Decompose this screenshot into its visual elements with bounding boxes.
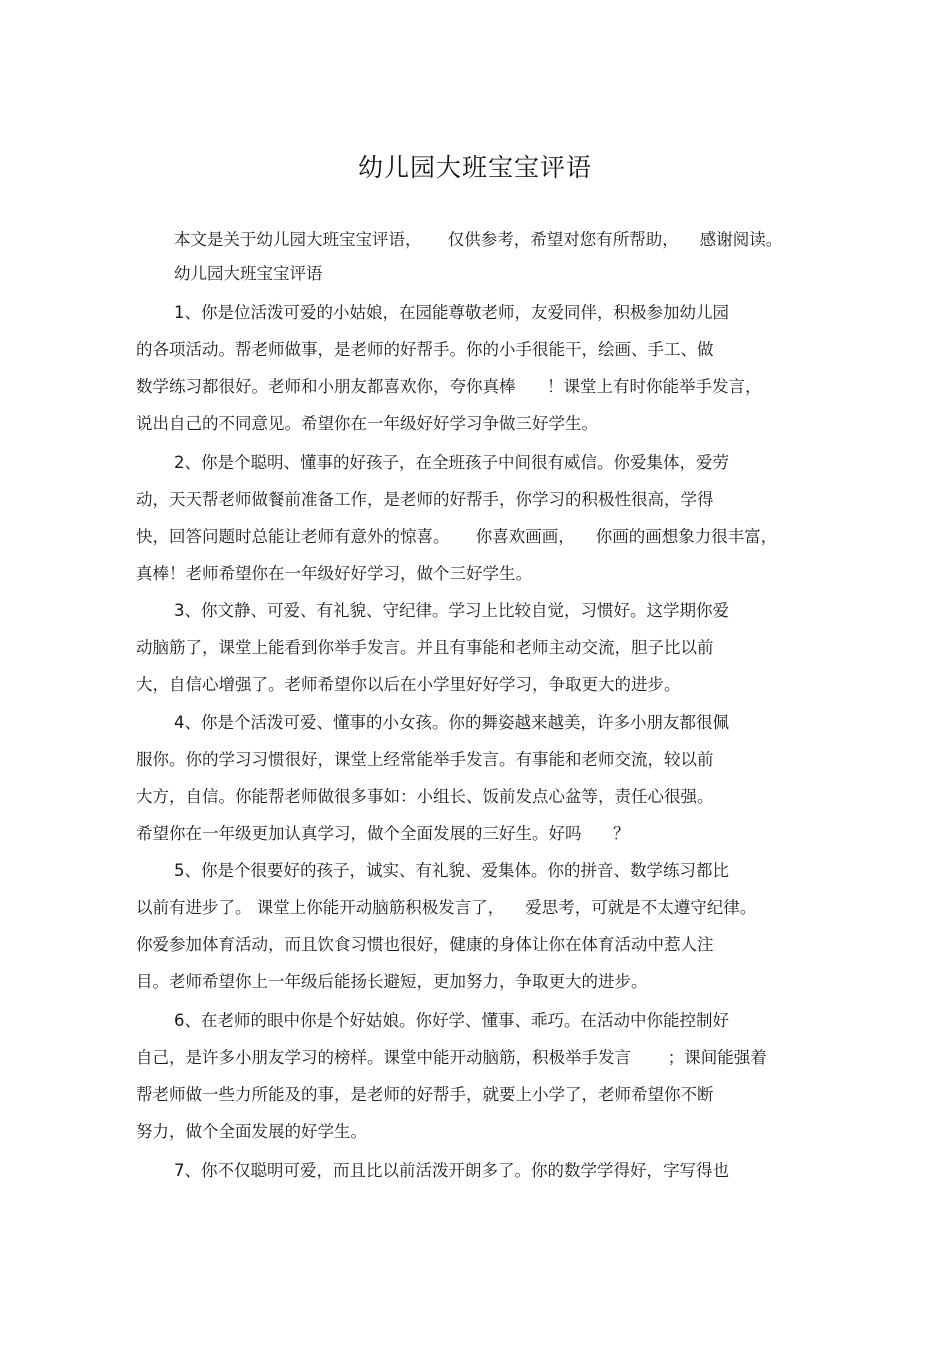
intro-line: 本文是关于幼儿园大班宝宝评语， 仅供参考，希望对您有所帮助， 感谢阅读。 <box>174 230 783 249</box>
paragraph-line: 5、你是个很要好的孩子，诚实、有礼貌、爱集体。你的拼音、数学练习都比 <box>174 861 729 880</box>
paragraph-line: 你爱参加体育活动，而且饮食习惯也很好，健康的身体让你在体育活动中惹人注 <box>136 935 714 954</box>
paragraph-line: 说出自己的不同意见。希望你在一年级好好学习争做三好学生。 <box>136 414 598 433</box>
paragraph-line: 大方，自信。你能帮老师做很多事如：小组长、饭前发点心盆等，责任心很强。 <box>136 787 714 806</box>
paragraph-line: 3、你文静、可爱、有礼貌、守纪律。学习上比较自觉，习惯好。这学期你爱 <box>174 601 729 620</box>
paragraph-line: 的各项活动。帮老师做事，是老师的好帮手。你的小手很能干，绘画、手工、做 <box>136 340 714 359</box>
paragraph-line: 7、你不仅聪明可爱，而且比以前活泼开朗多了。你的数学学得好，字写得也 <box>174 1161 729 1180</box>
paragraph-line: 希望你在一年级更加认真学习，做个全面发展的三好生。好吗 ？ <box>136 824 630 843</box>
paragraph-line: 4、你是个活泼可爱、懂事的小女孩。你的舞姿越来越美，许多小朋友都很佩 <box>174 713 729 732</box>
paragraph-line: 大，自信心增强了。老师希望你以后在小学里好好学习，争取更大的进步。 <box>136 675 681 694</box>
document-title: 幼儿园大班宝宝评语 <box>357 153 592 182</box>
paragraph-line: 6、在老师的眼中你是个好姑娘。你好学、懂事、乖巧。在活动中你能控制好 <box>174 1011 729 1030</box>
paragraph-line: 数学练习都很好。老师和小朋友都喜欢你，夸你真棒 ！课堂上有时你能举手发言， <box>136 377 762 396</box>
paragraph-line: 服你。你的学习习惯很好，课堂上经常能举手发言。有事能和老师交流，较以前 <box>136 750 714 769</box>
paragraph-line: 自己，是许多小朋友学习的榜样。课堂中能开动脑筋，积极举手发言 ；课间能强着 <box>136 1048 767 1067</box>
paragraph-line: 以前有进步了。 课堂上你能开动脑筋积极发言了， 爱思考，可就是不太遵守纪律。 <box>136 898 757 917</box>
paragraph-line: 努力，做个全面发展的好学生。 <box>136 1122 367 1141</box>
paragraph-line: 目。老师希望你上一年级后能扬长避短，更加努力，争取更大的进步。 <box>136 972 648 991</box>
paragraph-line: 2、你是个聪明、懂事的好孩子，在全班孩子中间很有威信。你爱集体，爱劳 <box>174 453 729 472</box>
paragraph-line: 帮老师做一些力所能及的事，是老师的好帮手，就要上小学了，老师希望你不断 <box>136 1085 714 1104</box>
paragraph-line: 1、你是位活泼可爱的小姑娘，在园能尊敬老师，友爱同伴，积极参加幼儿园 <box>174 303 729 322</box>
subheading-line: 幼儿园大班宝宝评语 <box>174 264 323 283</box>
paragraph-line: 真棒！老师希望你在一年级好好学习，做个三好学生。 <box>136 564 532 583</box>
paragraph-line: 动脑筋了，课堂上能看到你举手发言。并且有事能和老师主动交流，胆子比以前 <box>136 638 714 657</box>
paragraph-line: 快，回答问题时总能让老师有意外的惊喜。 你喜欢画画， 你画的画想象力很丰富， <box>136 527 778 546</box>
paragraph-line: 动，天天帮老师做餐前准备工作，是老师的好帮手，你学习的积极性很高，学得 <box>136 490 714 509</box>
